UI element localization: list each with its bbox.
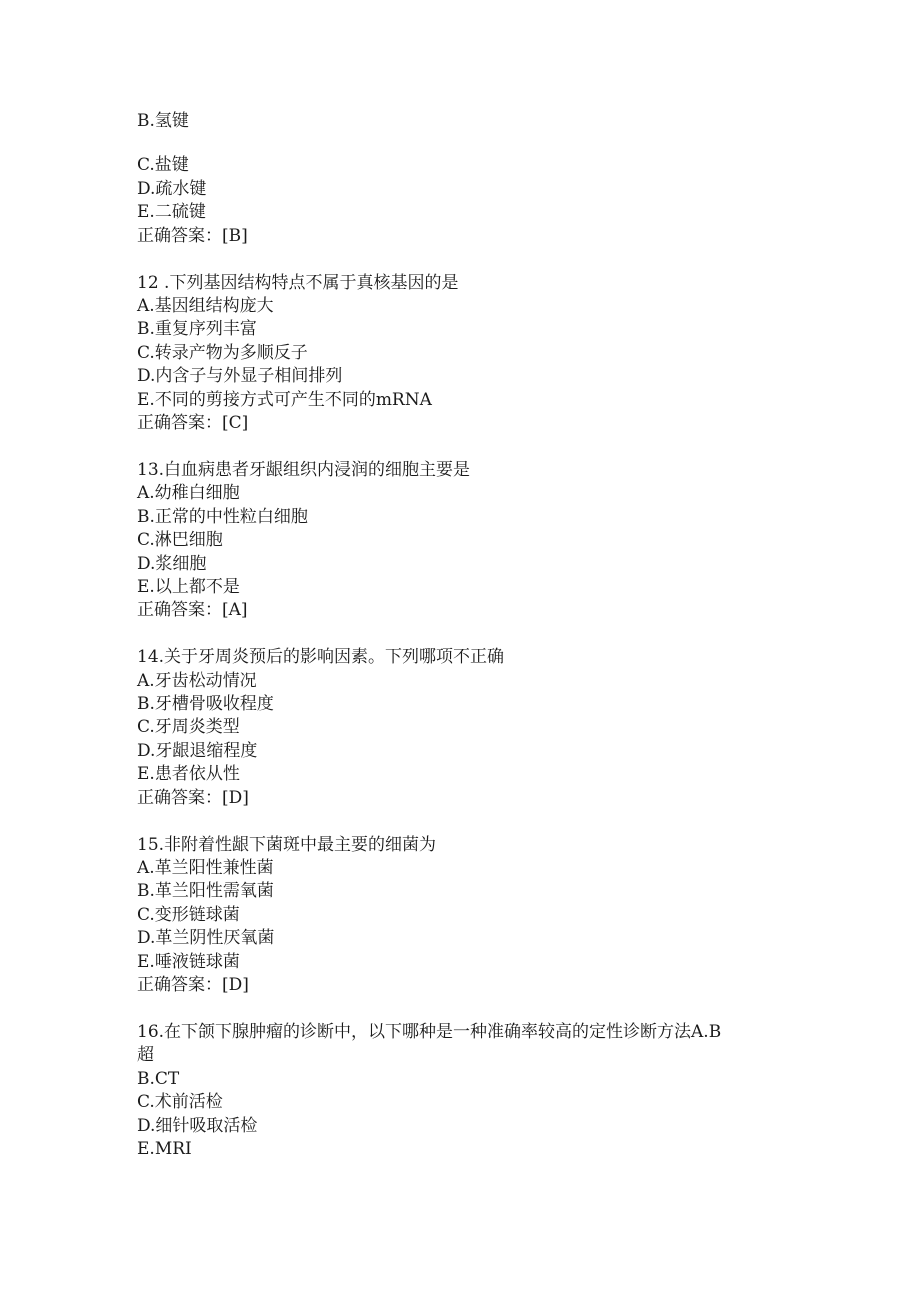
option-d: D.浆细胞	[137, 553, 207, 574]
question-13	[137, 459, 797, 623]
correct-answer: 正确答案：[A]	[137, 600, 248, 621]
option-e: E.以上都不是	[137, 576, 240, 597]
option-e: E.不同的剪接方式可产生不同的mRNA	[137, 389, 432, 410]
question-stem: 14.关于牙周炎预后的影响因素。下列哪项不正确	[137, 647, 505, 668]
option-c: C.转录产物为多顺反子	[137, 342, 308, 363]
option-d: D.牙龈退缩程度	[137, 740, 258, 761]
question-stem: 15.非附着性龈下菌斑中最主要的细菌为	[137, 834, 437, 855]
option-d: D.细针吸取活检	[137, 1115, 258, 1136]
question-stem-line-1: 16.在下颌下腺肿瘤的诊断中，以下哪种是一种准确率较高的定性诊断方法A.B	[137, 1021, 722, 1042]
question-11-fragment	[137, 110, 797, 248]
option-c: C.术前活检	[137, 1092, 223, 1113]
question-12	[137, 272, 797, 436]
option-a: A.基因组结构庞大	[137, 295, 274, 316]
question-16	[137, 1021, 797, 1161]
correct-answer: 正确答案：[D]	[137, 975, 249, 995]
option-b: B.CT	[137, 1068, 180, 1089]
option-c: C.变形链球菌	[137, 904, 240, 925]
option-c: C.淋巴细胞	[137, 530, 223, 551]
option-e: E.二硫键	[137, 202, 206, 223]
question-stem: 12 .下列基因结构特点不属于真核基因的是	[137, 272, 459, 293]
correct-answer: 正确答案：[C]	[137, 412, 249, 433]
option-e: E.唾液链球菌	[137, 951, 240, 972]
option-d: D.疏水键	[137, 178, 207, 199]
option-b: B.牙槽骨吸收程度	[137, 694, 274, 715]
document-page	[137, 110, 797, 1161]
option-c: C.盐键	[137, 155, 189, 176]
option-b: B.正常的中性粒白细胞	[137, 506, 308, 527]
question-15	[137, 834, 797, 998]
option-b: B.氢键	[137, 111, 189, 131]
option-a: A.幼稚白细胞	[137, 483, 240, 504]
question-14	[137, 646, 797, 810]
question-stem: 13.白血病患者牙龈组织内浸润的细胞主要是	[137, 459, 471, 480]
option-c: C.牙周炎类型	[137, 717, 240, 738]
option-a: A.牙齿松动情况	[137, 670, 257, 691]
option-a: A.革兰阳性兼性菌	[137, 857, 274, 878]
option-d: D.内含子与外显子相间排列	[137, 366, 343, 387]
option-b: B.革兰阳性需氧菌	[137, 881, 274, 902]
option-b: B.重复序列丰富	[137, 319, 257, 340]
question-stem-line-2: 超	[137, 1045, 154, 1066]
correct-answer: 正确答案：[D]	[137, 787, 249, 808]
option-e: E.MRI	[137, 1138, 192, 1159]
correct-answer: 正确答案：[B]	[137, 225, 248, 246]
option-e: E.患者依从性	[137, 764, 240, 785]
option-d: D.革兰阴性厌氧菌	[137, 928, 275, 949]
